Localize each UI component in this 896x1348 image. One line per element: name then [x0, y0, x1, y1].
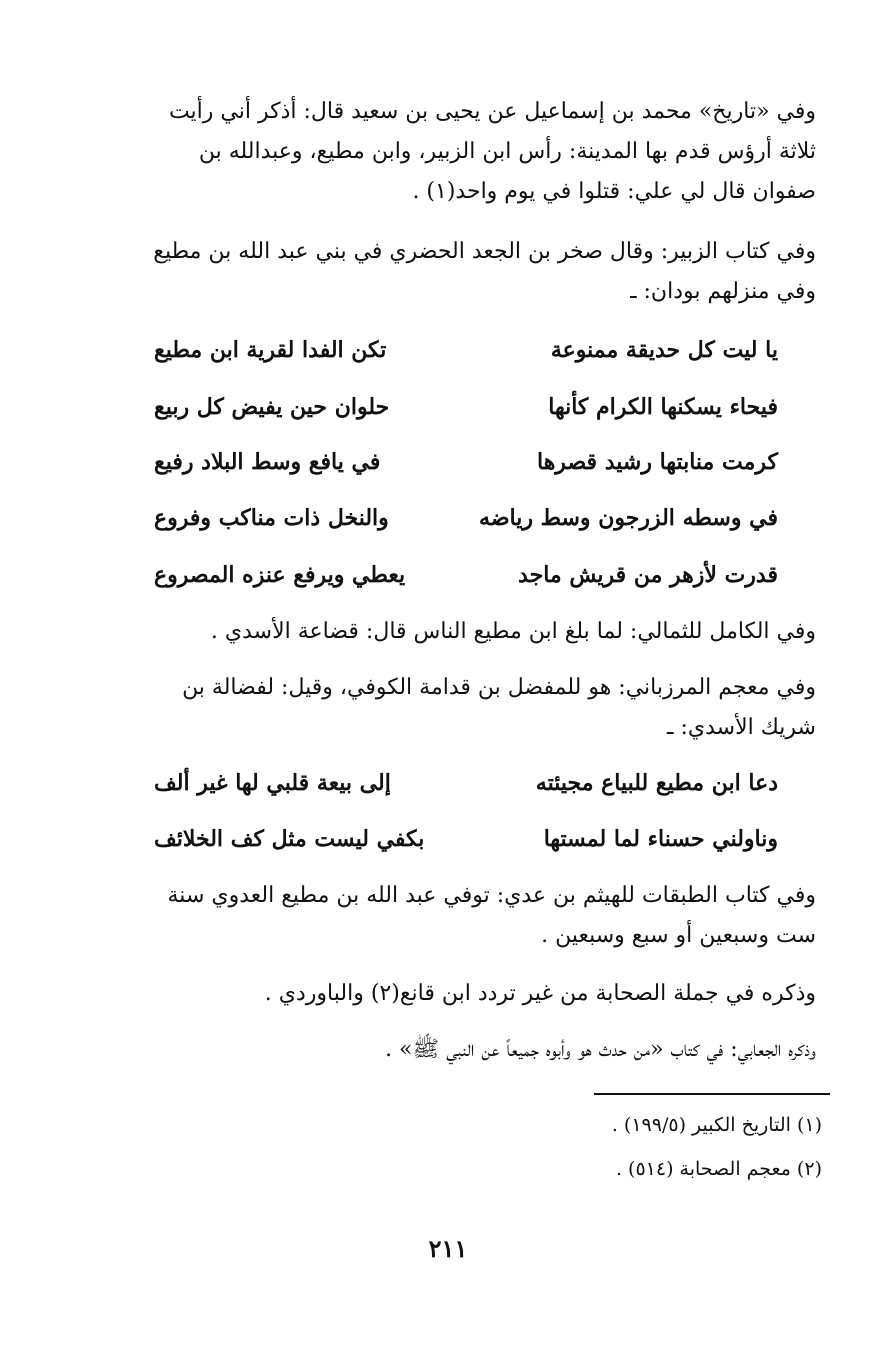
- verse-second-hemistich: في يافع وسط البلاد رفيع: [154, 449, 381, 475]
- text-line: وفي كتاب الطبقات للهيثم بن عدي: توفي عبد الله بن مطيع العدوي سنة: [167, 883, 816, 908]
- verse-second-hemistich: حلوان حين يفيض كل ربيع: [154, 394, 390, 420]
- verse-second-hemistich: إلى بيعة قلبي لها غير ألف: [154, 770, 391, 796]
- text-line: وفي منزلهم بودان: ـ: [630, 279, 816, 304]
- verse-row: [110, 498, 810, 538]
- paragraph-jiabi: [116, 1030, 816, 1070]
- verse-first-hemistich: فيحاء يسكنها الكرام كأنها: [548, 394, 778, 420]
- footnote-separator: [594, 1093, 830, 1095]
- verse-row: [110, 442, 810, 482]
- paragraph-marzubani: [116, 668, 816, 748]
- verse-first-hemistich: في وسطه الزرجون وسط رياضه: [479, 505, 778, 531]
- footnote: (١) التاريخ الكبير (١٩٩/٥) .: [611, 1114, 822, 1136]
- paragraph-tabaqat: [116, 876, 816, 956]
- paragraph-zubayr: [116, 232, 816, 312]
- paragraph-sahaba: [116, 974, 816, 1014]
- verse-first-hemistich: يا ليت كل حديقة ممنوعة: [550, 337, 778, 363]
- verse-first-hemistich: كرمت منابتها رشيد قصرها: [537, 449, 778, 475]
- footnote: (٢) معجم الصحابة (٥١٤) .: [615, 1158, 822, 1180]
- verse-second-hemistich: تكن الفدا لقرية ابن مطيع: [154, 337, 387, 363]
- verse-first-hemistich: قدرت لأزهر من قريش ماجد: [518, 562, 778, 588]
- verse-first-hemistich: وناولني حسناء لما لمستها: [543, 826, 778, 852]
- text-line: وفي «تاريخ» محمد بن إسماعيل عن يحيى بن سعيد قال: أذكر أني رأيت: [168, 99, 816, 124]
- verse-second-hemistich: والنخل ذات مناكب وفروع: [154, 505, 389, 531]
- text-line: ثلاثة أرؤس قدم بها المدينة: رأس ابن الزبير، وابن مطيع، وعبدالله بن: [198, 139, 816, 164]
- verse-second-hemistich: يعطي ويرفع عنزه المصروع: [154, 562, 406, 588]
- text-line: وفي معجم المرزباني: هو للمفضل بن قدامة الكوفي، وقيل: لفضالة بن: [182, 675, 816, 700]
- paragraph-tarikh: [116, 92, 816, 212]
- text-line: وفي الكامل للثمالي: لما بلغ ابن مطيع الناس قال: قضاعة الأسدي .: [210, 619, 816, 644]
- text-line: وذكره في جملة الصحابة من غير تردد ابن قانع(٢) والباوردي .: [264, 981, 816, 1006]
- verse-row: [110, 330, 810, 370]
- text-line: وذكره الجعابي: في كتاب «من حدث هو وأبوه جميعاً عن النبي ﷺ» .: [385, 1037, 816, 1062]
- text-line: صفوان قال لي علي: قتلوا في يوم واحد(١) .: [412, 179, 816, 204]
- text-line: شريك الأسدي: ـ: [667, 715, 816, 740]
- text-line: وفي كتاب الزبير: وقال صخر بن الجعد الحضري في بني عبد الله بن مطيع: [153, 239, 816, 264]
- verse-row: [110, 819, 810, 859]
- verse-row: [110, 763, 810, 803]
- text-line: ست وسبعين أو سبع وسبعين .: [541, 923, 816, 948]
- verse-row: [110, 555, 810, 595]
- verse-second-hemistich: بكفي ليست مثل كف الخلائف: [154, 826, 425, 852]
- verse-first-hemistich: دعا ابن مطيع للبياع مجيئته: [535, 770, 778, 796]
- page-number: ٢١١: [428, 1234, 468, 1263]
- verse-row: [110, 387, 810, 427]
- paragraph-kamil: [116, 612, 816, 652]
